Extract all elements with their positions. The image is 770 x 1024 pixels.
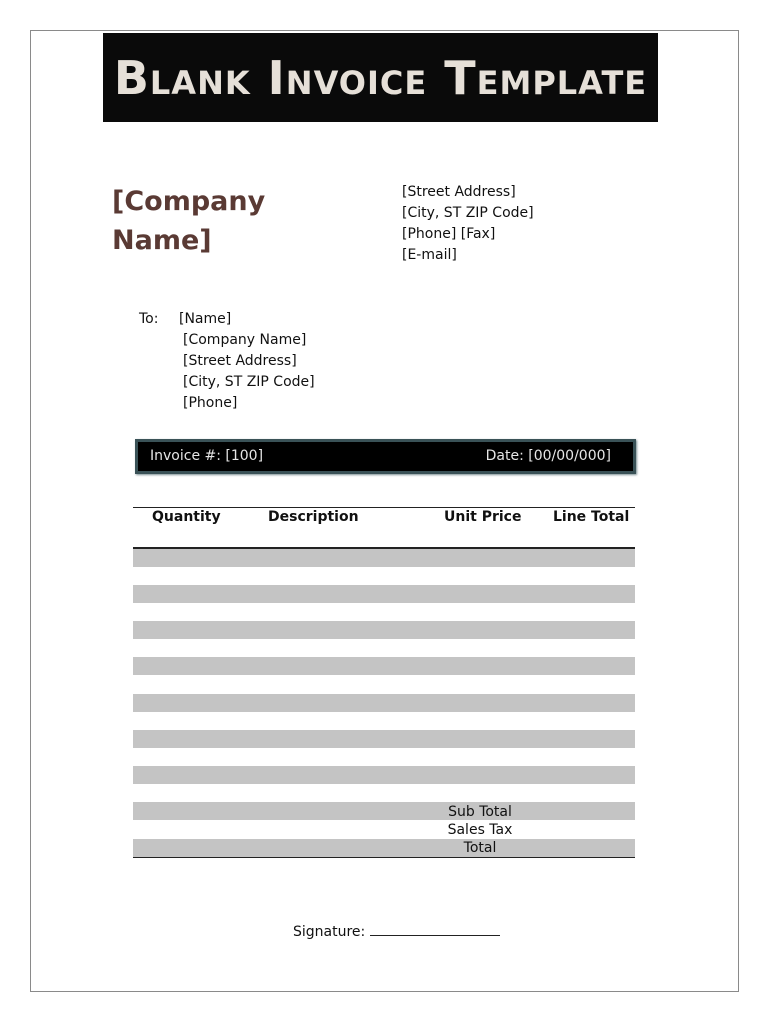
company-name-line1: [Company bbox=[112, 186, 266, 217]
recipient-street: [Street Address] bbox=[183, 353, 297, 369]
table-row-band bbox=[133, 766, 635, 784]
sender-city: [City, ST ZIP Code] bbox=[402, 205, 534, 221]
signature-field bbox=[293, 921, 500, 942]
signature-line[interactable] bbox=[370, 921, 500, 936]
sender-street: [Street Address] bbox=[402, 184, 516, 200]
recipient-name: [Name] bbox=[179, 311, 232, 327]
column-header-line-total: Line Total bbox=[553, 509, 630, 525]
table-bottom-rule bbox=[133, 857, 635, 858]
table-top-rule bbox=[133, 507, 635, 508]
recipient-address-block bbox=[183, 330, 315, 414]
sender-phone-fax: [Phone] [Fax] bbox=[402, 226, 496, 242]
table-row-band bbox=[133, 730, 635, 748]
company-name-line2: Name] bbox=[112, 225, 212, 256]
sender-email: [E-mail] bbox=[402, 247, 457, 263]
column-header-quantity: Quantity bbox=[152, 509, 221, 525]
recipient-city: [City, ST ZIP Code] bbox=[183, 374, 315, 390]
recipient-company: [Company Name] bbox=[183, 332, 307, 348]
recipient-phone: [Phone] bbox=[183, 395, 238, 411]
invoice-number: Invoice #: [100] bbox=[150, 448, 264, 464]
invoice-info-bar bbox=[135, 439, 636, 474]
sales-tax-label: Sales Tax bbox=[447, 822, 513, 838]
signature-label: Signature: bbox=[293, 924, 366, 940]
total-label: Total bbox=[463, 840, 497, 856]
document-title: Blank Invoice Template bbox=[113, 50, 648, 105]
invoice-date: Date: [00/00/000] bbox=[485, 448, 611, 464]
table-row-band bbox=[133, 657, 635, 675]
column-header-description: Description bbox=[268, 509, 359, 525]
subtotal-label: Sub Total bbox=[448, 804, 512, 820]
to-label: To: bbox=[139, 311, 159, 327]
table-row-band bbox=[133, 549, 635, 567]
sender-address-block bbox=[402, 182, 534, 266]
column-header-unit-price: Unit Price bbox=[444, 509, 522, 525]
title-banner bbox=[103, 33, 658, 122]
table-row-band bbox=[133, 621, 635, 639]
subtotal-row-band bbox=[133, 802, 635, 820]
table-row-band bbox=[133, 694, 635, 712]
company-name bbox=[112, 182, 342, 260]
total-row-band bbox=[133, 839, 635, 857]
table-row-band bbox=[133, 585, 635, 603]
